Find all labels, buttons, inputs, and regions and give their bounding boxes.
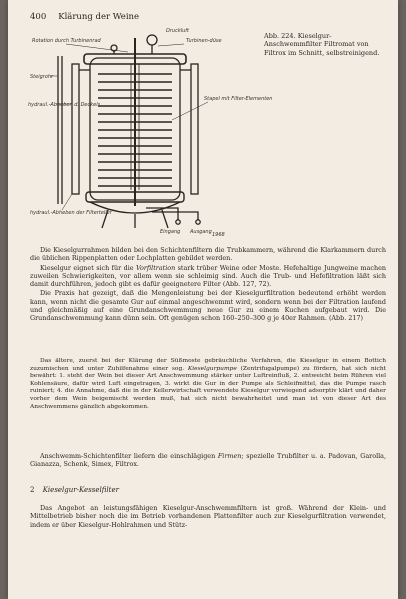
section-number: 2	[30, 486, 35, 494]
book-page	[8, 0, 398, 599]
label-hydraul-deckel: hydraul.-Abheben d. Deckels	[28, 102, 101, 108]
paragraph-6: Das Angebot an leistungsfähigen Kieselgur-Anschwemmfiltern ist groß. Während der Klein- und Mittelbetrieb bisher noch die im Betrieb vorhandenen Plattenfilter auch zur Kieselgurfiltration verwendet, indem er über Kieselgur-Hohlrahmen und Stütz-	[30, 504, 386, 529]
body-text-small	[30, 358, 386, 412]
hydraulic-column-left	[72, 64, 79, 194]
pressure-gauge-icon	[147, 35, 157, 45]
label-hydraul-filter: hydraul.-Abheben der Filterteller	[30, 210, 112, 216]
body-text-upper	[30, 246, 386, 324]
page-header	[30, 12, 139, 22]
section-title: Kieselgur-Kesselfilter	[42, 486, 119, 494]
filter-cross-section-figure	[28, 24, 273, 238]
label-ausgang: Ausgang	[190, 229, 212, 235]
figure-caption	[264, 32, 384, 57]
caption-text: Kieselgur-Anschwemmfilter Filtromat von Filtrox im Schnitt, selbstreinigend.	[264, 32, 380, 57]
page-number: 400	[30, 12, 47, 22]
section-heading	[30, 486, 119, 494]
running-title: Klärung der Weine	[58, 12, 140, 22]
paragraph-1: Die Kieselgurrahmen bilden bei den Schichtenfiltern die Trubkammern, während die Klarkammern durch die üblichen Rippenplatten oder Lochplatten gebildet werden.	[30, 246, 386, 263]
hydraulic-column-right	[191, 64, 198, 194]
label-rotation: Rotation durch Turbinenrad	[32, 38, 101, 44]
paragraph-3: Die Praxis hat gezeigt, daß die Mengenleistung bei der Kieselgurfiltration bedeutend erhöht werden kann, wenn nicht die gesamte Gur auf einmal angeschwemmt wird, sondern wenn bei der Filtration laufend und gleichmäßig auf eine Grundanschwemmung neue Gur zu einem Kuchen aufgebaut wird. Die Grundanschwemmung kann dünn sein. Oft genügen schon 160–250–300 g je 40er Rahmen. (Abb. 217)	[30, 289, 386, 323]
label-turbinenduse: Turbinen-düse	[186, 38, 222, 44]
label-eingang: Eingang	[160, 229, 181, 235]
label-year: 1968	[212, 232, 225, 238]
caption-number: Abb. 224.	[264, 32, 296, 40]
label-steigrohr: Steigrohr	[30, 74, 54, 80]
body-text-firms	[30, 452, 386, 470]
paragraph-5: Anschwemm-Schichtenfilter liefern die einschlägigen Firmen; spezielle Trubfilter u. a. Padovan, Garolla, Gianazza, Schenk, Simex, Filtrox.	[30, 452, 386, 469]
paragraph-2: Kieselgur eignet sich für die Vorfiltration stark trüber Weine oder Moste. Hefehaltige Jungweine machen zuweilen Schwierigkeiten, vor allem wenn sie schleimig sind. Auch die Trub- und Hefefiltration läßt sich damit durchführen, jedoch gibt es dafür geeignetere Filter (Abb. 127, 72).	[30, 263, 386, 289]
label-stapel: Stapel mit Filter-Elementen	[204, 96, 273, 102]
body-text-lower	[30, 504, 386, 530]
label-druckluft: Druckluft	[166, 28, 189, 34]
paragraph-4: Das ältere, zuerst bei der Klärung der Süßmoste gebräuchliche Verfahren, die Kieselgur in einem Bottich zuzumischen und unter Zuhilfenahme einer sog. Kieselgurpumpe (Zentrifugalpumpe) zu fördern, hat sich nicht bewährt: 1. steht der Wein bei dieser Art Anschwemmung stärker unter Luftreinfluß, 2. entweicht beim Rühren viel Kohlensäure, dafür wird Luft eingetragen, 3. wirkt die Gur in der Pumpe als Schleifmittel, das die Pumpe rasch ruiniert; 4. die Annahme, daß die in der Kellerwirtschaft verwendete Kieselgur vorwiegend adsorptiv klärt und daher vorher dem Wein beigemischt werden muß, hat sich nicht bewahrheitet und man ist von dieser Art des Anschwemmens gänzlich abgekommen.	[30, 358, 386, 410]
